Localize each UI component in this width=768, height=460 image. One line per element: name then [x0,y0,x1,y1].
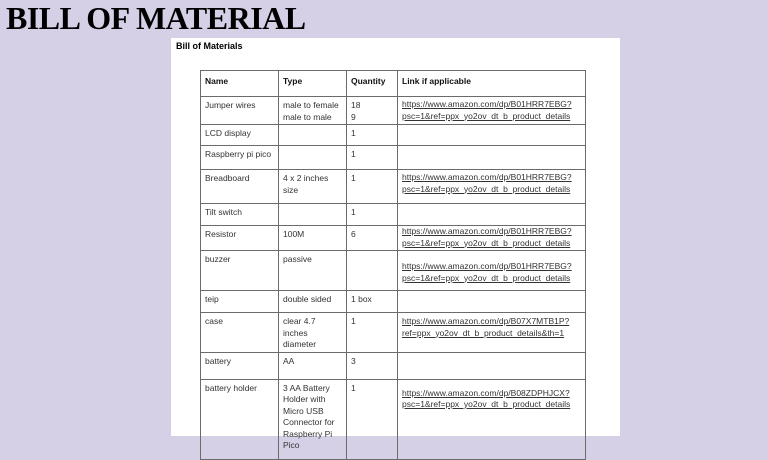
cell-type-line: Holder with [283,394,326,404]
cell-type [279,251,347,291]
cell-name: Tilt switch [201,204,279,226]
cell-name: LCD display [201,125,279,146]
cell-quantity-line: 1 [351,207,356,217]
cell-quantity-line: 1 [351,128,356,138]
cell-type [279,204,347,226]
product-link-line[interactable]: https://www.amazon.com/dp/B01HRR7EBG? [402,99,572,109]
cell-quantity [347,226,398,251]
cell-type-line: passive [283,254,312,264]
cell-type-line: Raspberry Pi [283,428,333,439]
cell-name: battery [201,352,279,379]
cell-quantity [347,204,398,226]
product-link [398,125,586,146]
cell-type-line: Pico [283,440,300,450]
column-header-type: Type [279,71,347,97]
slide-title: BILL OF MATERIAL [6,0,306,36]
cell-name: case [201,313,279,353]
product-link[interactable] [398,313,586,353]
product-link-line[interactable]: psc=1&ref=ppx_yo2ov_dt_b_product_details [402,183,571,194]
cell-type [279,352,347,379]
cell-quantity-line: 1 [351,149,356,159]
cell-type-line: Micro USB [283,405,324,416]
cell-type [279,226,347,251]
product-link [398,146,586,170]
cell-quantity-line: 3 [351,355,356,366]
cell-type [279,379,347,459]
cell-type [279,170,347,204]
cell-type [279,125,347,146]
cell-name: teip [201,291,279,313]
product-link-line[interactable]: psc=1&ref=ppx_yo2ov_dt_b_product_details [402,272,571,283]
cell-name: Resistor [201,226,279,251]
column-header-link: Link if applicable [398,71,586,97]
document-page [171,38,620,450]
cell-type-line: double sided [283,294,332,304]
column-header-name: Name [201,71,279,97]
cell-name: Jumper wires [201,97,279,125]
product-link-line[interactable]: https://www.amazon.com/dp/B07X7MTB1P? [402,316,570,326]
cell-type-line: Connector for [283,417,335,427]
product-link[interactable] [398,226,586,251]
cell-type-line: 100M [283,229,305,239]
cell-type [279,146,347,170]
product-link-line[interactable]: https://www.amazon.com/dp/B01HRR7EBG? [402,172,572,182]
cell-quantity [347,170,398,204]
cell-name: battery holder [201,379,279,459]
cell-quantity [347,125,398,146]
cell-quantity [347,313,398,353]
cell-quantity [347,379,398,459]
product-link-line[interactable]: https://www.amazon.com/dp/B01HRR7EBG? [402,226,572,236]
cell-type-line: 3 AA Battery [283,382,330,393]
cell-quantity [347,251,398,291]
column-header-quantity: Quantity [347,71,398,97]
table-row [201,204,586,226]
table-row [201,251,586,291]
table-row [201,379,586,459]
product-link-line[interactable]: https://www.amazon.com/dp/B08ZDPHJCX? [402,387,570,398]
cell-quantity [347,97,398,125]
cell-name: Breadboard [201,170,279,204]
product-link [398,352,586,379]
table-row [201,291,586,313]
cell-type [279,97,347,125]
product-link[interactable] [398,379,586,459]
product-link [398,291,586,313]
cell-name: buzzer [201,251,279,291]
table-header-row [201,71,586,97]
bill-of-materials-table [200,70,586,460]
table-row [201,97,586,125]
cell-type [279,313,347,353]
cell-quantity-line: 1 [351,173,356,183]
product-link-line[interactable]: psc=1&ref=ppx_yo2ov_dt_b_product_details [402,237,571,248]
table-row [201,146,586,170]
product-link-line[interactable]: psc=1&ref=ppx_yo2ov_dt_b_product_details [402,110,571,121]
table-row [201,170,586,204]
table-row [201,313,586,353]
cell-quantity [347,352,398,379]
cell-quantity-line: 1 box [351,294,372,304]
product-link-line[interactable]: ref=ppx_yo2ov_dt_b_product_details&th=1 [402,327,565,338]
cell-quantity-line: 1 [351,316,356,326]
table-row [201,226,586,251]
product-link-line[interactable]: psc=1&ref=ppx_yo2ov_dt_b_product_details [402,399,571,409]
cell-quantity-line: 1 [351,382,356,393]
cell-type-line: 4 x 2 inches size [283,173,329,195]
cell-quantity [347,146,398,170]
cell-type-line: male to male [283,111,332,122]
cell-quantity-line: 6 [351,229,356,239]
cell-quantity [347,291,398,313]
product-link [398,204,586,226]
cell-type-line: AA [283,355,295,366]
product-link-line[interactable]: https://www.amazon.com/dp/B01HRR7EBG? [402,261,572,271]
product-link[interactable] [398,251,586,291]
table-row [201,125,586,146]
table-row [201,352,586,379]
product-link[interactable] [398,170,586,204]
cell-name: Raspberry pi pico [201,146,279,170]
cell-type [279,291,347,313]
cell-type-line: male to female [283,100,339,110]
document-heading: Bill of Materials [176,41,243,51]
cell-type-line: diameter [283,339,317,349]
cell-quantity-line: 18 [351,100,361,110]
cell-type-line: clear 4.7 inches [283,316,316,338]
product-link[interactable] [398,97,586,125]
cell-quantity-line: 9 [351,111,356,122]
